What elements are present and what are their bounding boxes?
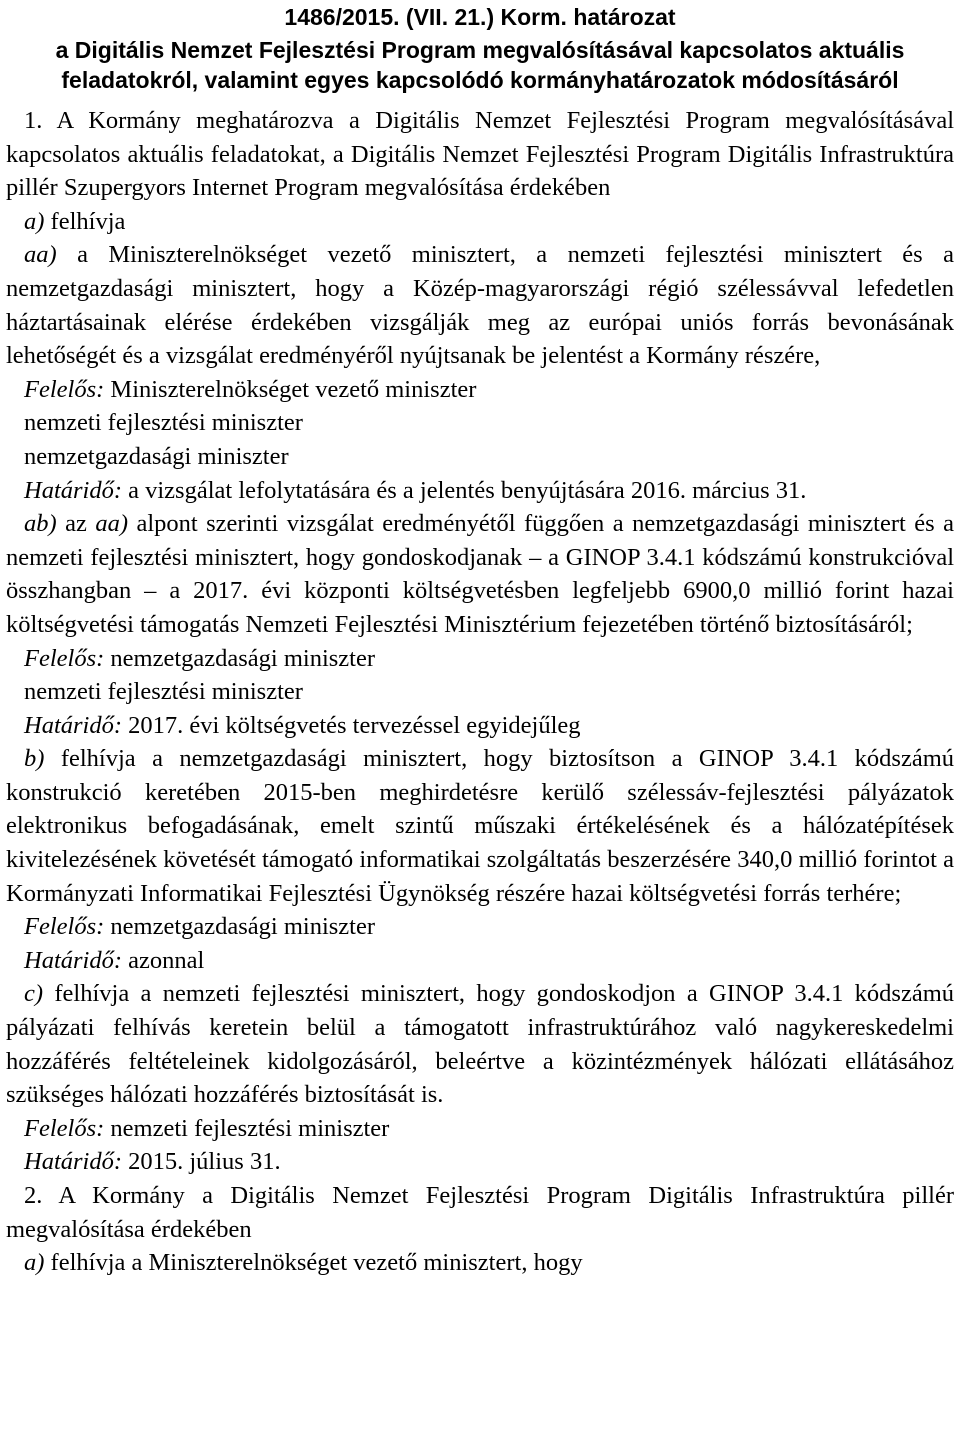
point-b-text: felhívja a nemzetgazdasági minisztert, hogy biztosítson a GINOP 3.4.1 kódszámú konstrukció keretében 2015-ben meghirdetésre kerülő szélessáv-fejlesztési pályázatok elektronikus befogadásának, emelt szintű műszaki értékelésének és a hálózatépítések kivitelezésének követését támogató informatikai szolgáltatás beszerzésére 340,0 millió forintot a Kormányzati Informatikai Fejlesztési Ügynökség részére hazai költségvetési forrás terhére; xyxy=(6,745,954,907)
section-2-point-a xyxy=(6,1246,954,1280)
section-2-intro: 2. A Kormány a Digitális Nemzet Fejlesztési Program Digitális Infrastruktúra pillér megvalósítása érdekében xyxy=(6,1182,954,1243)
deadline-value: 2015. július 31. xyxy=(122,1148,281,1176)
resolution-number: 1486/2015. (VII. 21.) Korm. határozat xyxy=(284,4,676,30)
section-2-point-a-text: felhívja a Miniszterelnökséget vezető minisztert, hogy xyxy=(44,1249,583,1277)
resolution-title-line1: a Digitális Nemzet Fejlesztési Program megvalósításával kapcsolatos aktuális xyxy=(55,37,905,63)
point-aa-text: a Miniszterelnökséget vezető minisztert, a nemzeti fejlesztési minisztert és a nemzetgazdasági minisztert, hogy a Közép-magyarországi régió szélessávval lefedetlen háztartásainak elérése érdekében vizsgálják meg az európai uniós forrás bevonásának lehetőségét és a vizsgálat eredményéről nyújtsanak be jelentést a Kormány részére, xyxy=(6,241,954,370)
deadline-label: Határidő: xyxy=(24,476,122,504)
document-body xyxy=(6,104,954,1280)
point-a-text: felhívja xyxy=(44,207,126,235)
point-c xyxy=(6,977,954,1111)
point-c-label: c) xyxy=(24,980,44,1008)
resolution-title-line2: feladatokról, valamint egyes kapcsolódó kormányhatározatok módosításáról xyxy=(61,67,899,93)
point-ab-responsible xyxy=(6,642,954,676)
point-ab-label: ab) xyxy=(24,510,57,538)
point-b-label: b) xyxy=(24,745,45,773)
deadline-label: Határidő: xyxy=(24,946,122,974)
point-ab xyxy=(6,507,954,641)
point-aa-responsible xyxy=(6,373,954,407)
deadline-value: azonnal xyxy=(122,946,205,974)
point-c-responsible xyxy=(6,1112,954,1146)
responsible-label: Felelős: xyxy=(24,375,105,403)
point-aa xyxy=(6,238,954,372)
responsible-value: nemzetgazdasági miniszter xyxy=(104,644,376,672)
point-b xyxy=(6,742,954,910)
point-b-responsible xyxy=(6,910,954,944)
point-aa-deadline xyxy=(6,474,954,508)
point-c-text: felhívja a nemzeti fejlesztési minisztert, hogy gondoskodjon a GINOP 3.4.1 kódszámú pályázati felhívás keretein belül a támogatott infrastruktúrához való nagykereskedelmi hozzáférés feltételeinek kidolgozásáról, beleértve a közintézmények hálózati ellátásához szükséges hálózati hozzáférés biztosítását is. xyxy=(6,980,954,1109)
point-c-deadline xyxy=(6,1145,954,1179)
point-a xyxy=(6,205,954,239)
deadline-label: Határidő: xyxy=(24,711,122,739)
point-aa-label: aa) xyxy=(24,241,57,269)
point-ab-pre: az xyxy=(56,510,96,538)
deadline-value: a vizsgálat lefolytatására és a jelentés benyújtására 2016. március 31. xyxy=(122,476,807,504)
point-aa-responsible-2: nemzeti fejlesztési miniszter xyxy=(24,409,303,437)
point-b-deadline xyxy=(6,944,954,978)
responsible-label: Felelős: xyxy=(24,913,105,941)
section-2-point-a-label: a) xyxy=(24,1249,45,1277)
point-aa-responsible-3: nemzetgazdasági miniszter xyxy=(24,442,289,470)
responsible-value: nemzetgazdasági miniszter xyxy=(104,913,376,941)
point-ab-text: alpont szerinti vizsgálat eredményétől függően a nemzetgazdasági minisztert és a nemzeti fejlesztési minisztert, hogy gondoskodjanak – a GINOP 3.4.1 kódszámú konstrukcióval összhangban – a 2017. évi központi költségvetésben legfeljebb 6900,0 millió forint hazai költségvetési támogatás Nemzeti Fejlesztési Minisztérium fejezetében történő biztosításáról; xyxy=(6,510,955,638)
point-ab-ref: aa) xyxy=(95,510,128,538)
deadline-label: Határidő: xyxy=(24,1148,122,1176)
responsible-value: Miniszterelnökséget vezető miniszter xyxy=(104,375,477,403)
document-heading xyxy=(6,2,954,95)
point-ab-deadline xyxy=(6,709,954,743)
point-a-label: a) xyxy=(24,207,45,235)
responsible-label: Felelős: xyxy=(24,644,105,672)
deadline-value: 2017. évi költségvetés tervezéssel egyidejűleg xyxy=(122,711,581,739)
responsible-label: Felelős: xyxy=(24,1114,105,1142)
section-1-intro: 1. A Kormány meghatározva a Digitális Nemzet Fejlesztési Program megvalósításával kapcsolatos aktuális feladatokat, a Digitális Nemzet Fejlesztési Program Digitális Infrastruktúra pillér Szupergyors Internet Program megvalósítása érdekében xyxy=(6,107,954,202)
point-ab-responsible-2: nemzeti fejlesztési miniszter xyxy=(24,678,303,706)
responsible-value: nemzeti fejlesztési miniszter xyxy=(104,1114,390,1142)
